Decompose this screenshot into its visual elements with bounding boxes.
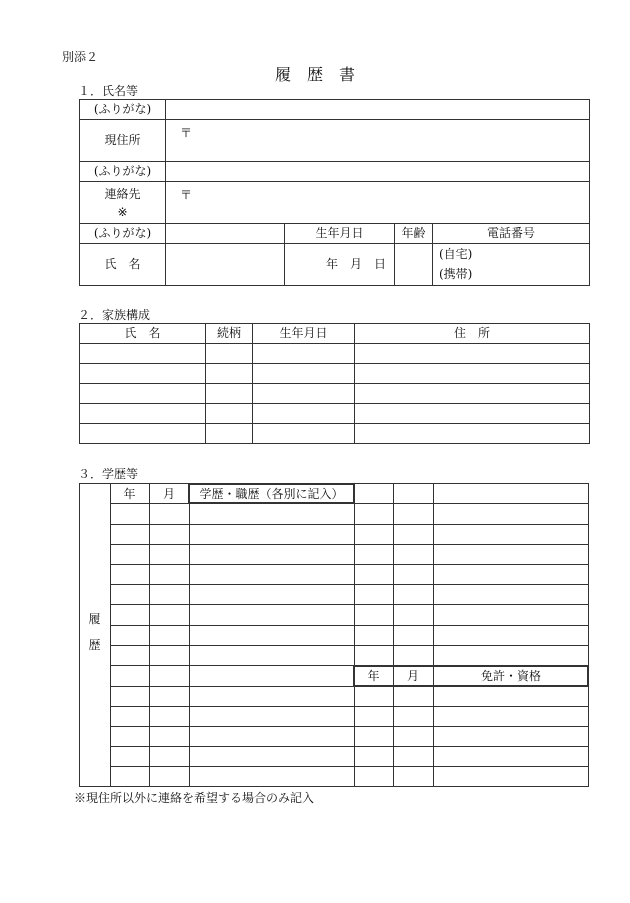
family-cell[interactable] — [80, 424, 206, 444]
family-col-relation: 続柄 — [206, 324, 253, 344]
furigana-label: (ふりがな) — [80, 224, 166, 244]
section1-heading: １．氏名等 — [78, 84, 139, 98]
license-col-year: 年 — [367, 669, 380, 683]
family-cell[interactable] — [355, 344, 590, 364]
home-phone-label: (自宅) — [439, 247, 473, 262]
family-cell[interactable] — [253, 384, 355, 404]
column-line — [189, 483, 190, 787]
birth-date-header: 生年月日 — [285, 224, 395, 244]
row-line — [110, 645, 589, 646]
phone-header: 電話番号 — [433, 224, 590, 244]
family-col-name: 氏 名 — [80, 324, 206, 344]
family-cell[interactable] — [206, 424, 253, 444]
section3-heading: ３．学歴等 — [78, 467, 139, 481]
column-line — [433, 483, 434, 787]
postal-mark: 〒 — [180, 126, 193, 140]
family-cell[interactable] — [80, 404, 206, 424]
family-cell[interactable] — [253, 364, 355, 384]
family-cell[interactable] — [80, 364, 206, 384]
family-col-birthdate: 生年月日 — [253, 324, 355, 344]
history-col-year: 年 — [123, 487, 136, 501]
family-cell[interactable] — [355, 424, 590, 444]
table-row — [80, 344, 590, 364]
table-row — [80, 404, 590, 424]
row-line — [110, 584, 589, 585]
current-address-cell[interactable] — [166, 120, 590, 162]
family-cell[interactable] — [355, 404, 590, 424]
table-row — [80, 364, 590, 384]
family-cell[interactable] — [355, 384, 590, 404]
row-line — [110, 746, 589, 747]
birth-date-cell[interactable] — [285, 244, 395, 286]
row-line — [110, 706, 589, 707]
contact-label-mark: ※ — [117, 204, 128, 219]
family-cell[interactable] — [206, 384, 253, 404]
family-cell[interactable] — [206, 344, 253, 364]
row-line — [110, 625, 589, 626]
family-cell[interactable] — [253, 404, 355, 424]
row-line — [110, 544, 589, 545]
name-label: 氏 名 — [80, 244, 166, 286]
age-cell[interactable] — [395, 244, 433, 286]
column-line — [354, 483, 355, 787]
history-side-label-2: 歴 — [88, 638, 101, 652]
contact-label-line1: 連絡先 — [104, 186, 141, 201]
history-col-description: 学歴・職歴（各別に記入） — [199, 487, 344, 501]
family-col-address: 住 所 — [355, 324, 590, 344]
table-row — [80, 424, 590, 444]
contact-address-cell[interactable] — [166, 182, 590, 224]
attachment-label: 別添２ — [62, 50, 99, 64]
row-line — [110, 766, 589, 767]
family-cell[interactable] — [253, 344, 355, 364]
footnote: ※現住所以外に連絡を希望する場合のみ記入 — [74, 791, 315, 805]
history-table — [79, 483, 589, 787]
family-cell[interactable] — [80, 384, 206, 404]
license-col-month: 月 — [406, 669, 419, 683]
mobile-phone-label: (携帯) — [439, 266, 473, 281]
row-line — [110, 726, 589, 727]
row-line — [110, 524, 589, 525]
furigana-label: (ふりがな) — [80, 162, 166, 182]
history-side-label-1: 履 — [88, 612, 101, 626]
family-cell[interactable] — [80, 344, 206, 364]
personal-info-table — [79, 99, 590, 286]
furigana-name-cell[interactable] — [166, 224, 285, 244]
table-row — [80, 384, 590, 404]
column-line — [149, 483, 150, 787]
row-line — [110, 564, 589, 565]
date-placeholder: 年 月 日 — [325, 257, 386, 272]
postal-mark: 〒 — [180, 188, 193, 202]
furigana-label: (ふりがな) — [80, 100, 166, 120]
row-line — [110, 604, 589, 605]
family-cell[interactable] — [355, 364, 590, 384]
column-line — [110, 483, 111, 787]
furigana-address-cell[interactable] — [166, 100, 590, 120]
current-address-label: 現住所 — [80, 120, 166, 162]
furigana-contact-cell[interactable] — [166, 162, 590, 182]
license-col-description: 免許・資格 — [480, 669, 541, 683]
age-header: 年齢 — [395, 224, 433, 244]
page-title: 履 歴 書 — [274, 65, 355, 84]
family-cell[interactable] — [206, 404, 253, 424]
family-cell[interactable] — [253, 424, 355, 444]
family-cell[interactable] — [206, 364, 253, 384]
contact-label — [80, 182, 166, 224]
family-table — [79, 323, 590, 444]
name-cell[interactable] — [166, 244, 285, 286]
history-col-month: 月 — [162, 487, 175, 501]
phone-cell[interactable] — [433, 244, 590, 286]
column-line — [393, 483, 394, 787]
section2-heading: ２．家族構成 — [78, 308, 151, 322]
